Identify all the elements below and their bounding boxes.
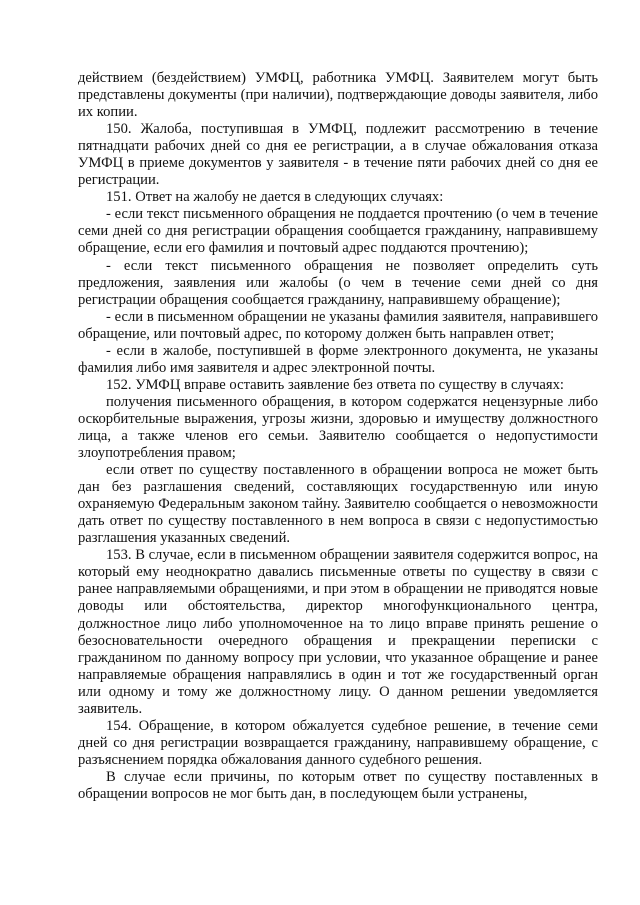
list-item: получения письменного обращения, в котором содержатся нецензурные либо оскорбительные выражения, угрозы жизни, здоровью и имуществу должностного лица, а также членов его семьи. Заявителю сообщается о недопустимости злоупотребления правом; xyxy=(78,393,598,462)
paragraph-150: 150. Жалоба, поступившая в УМФЦ, подлежит рассмотрению в течение пятнадцати рабочих дней со дня ее регистрации, а в случае обжалования отказа УМФЦ в приеме документов у заявителя - в течение пяти рабочих дней со дня ее регистрации. xyxy=(78,121,598,189)
list-item: - если в жалобе, поступившей в форме электронного документа, не указаны фамилия либо имя заявителя и адрес электронной почты. xyxy=(78,342,598,376)
list-item: если ответ по существу поставленного в обращении вопроса не может быть дан без разглашения сведений, составляющих государственную или иную охраняемую Федеральным законом тайну. Заявителю сообщается о невозможности дать ответ по существу поставленного в нем вопроса в связи с недопустимостью разглашения указанных сведений. xyxy=(78,462,598,547)
paragraph-152: 152. УМФЦ вправе оставить заявление без ответа по существу в случаях: xyxy=(106,376,564,393)
list-item: - если в письменном обращении не указаны фамилия заявителя, направившего обращение, или почтовый адрес, по которому должен быть направлен ответ; xyxy=(78,308,598,342)
paragraph: В случае если причины, по которым ответ по существу поставленных в обращении вопросов не мог быть дан, в последующем были устранены, xyxy=(78,768,598,802)
list-item: - если текст письменного обращения не поддается прочтению (о чем в течение семи дней со дня регистрации обращения сообщается гражданину, направившему обращение, если его фамилия и почтовый адрес поддаются прочтению); xyxy=(78,206,598,257)
paragraph-151: 151. Ответ на жалобу не дается в следующих случаях: xyxy=(106,189,444,206)
paragraph-153: 153. В случае, если в письменном обращении заявителя содержится вопрос, на который ему неоднократно давались письменные ответы по существу в связи с ранее направляемыми обращениями, и при этом в обращении не приводятся новые доводы или обстоятельства, директор многофункционального центра, должностное лицо либо уполномоченное на то лицо вправе принять решение о безосновательности очередного обращения и прекращении переписки с гражданином по данному вопросу при условии, что указанное обращение и ранее направляемые обращения направлялись в один и тот же государственный орган или одному и тому же должностному лицу. О данном решении уведомляется заявитель. xyxy=(78,547,599,717)
document-page xyxy=(78,70,598,803)
paragraph-154: 154. Обращение, в котором обжалуется судебное решение, в течение семи дней со дня регистрации возвращается гражданину, направившему обращение, с разъяснением порядка обжалования данного судебного решения. xyxy=(78,717,598,768)
list-item: - если текст письменного обращения не позволяет определить суть предложения, заявления или жалобы (о чем в течение семи дней со дня регистрации обращения сообщается гражданину, направившему обращение); xyxy=(78,257,598,308)
paragraph: действием (бездействием) УМФЦ, работника УМФЦ. Заявителем могут быть представлены документы (при наличии), подтверждающие доводы заявителя, либо их копии. xyxy=(78,70,598,121)
